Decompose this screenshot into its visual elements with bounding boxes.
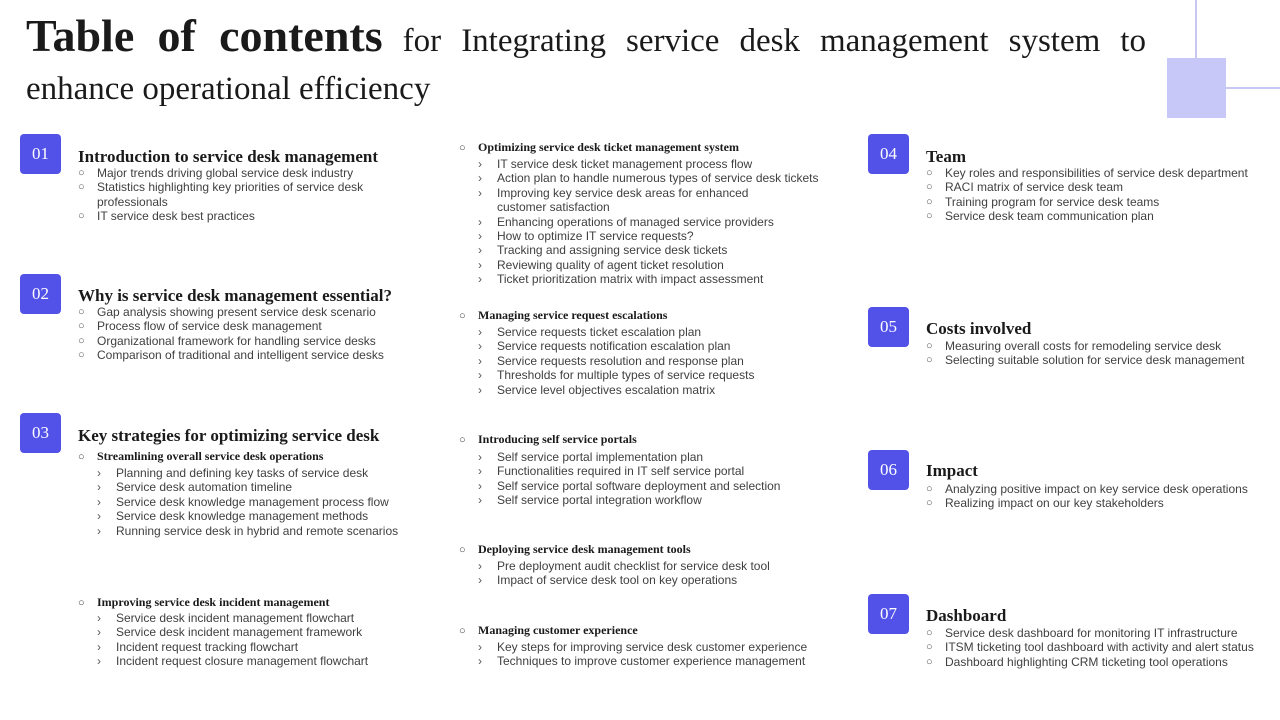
list-item[interactable]: › Pre deployment audit checklist for service desk tool	[478, 559, 770, 573]
arrow-bullet-icon: ›	[478, 353, 482, 368]
circle-bullet-icon: ○	[926, 210, 933, 223]
circle-bullet-icon: ○	[459, 434, 466, 446]
list-item[interactable]: › Service desk knowledge management methods	[97, 509, 369, 524]
arrow-bullet-icon: ›	[478, 339, 482, 354]
list-item[interactable]: › IT service desk ticket management process flow	[478, 157, 753, 171]
arrow-bullet-icon: ›	[478, 243, 482, 258]
circle-bullet-icon: ○	[78, 334, 85, 347]
list-item[interactable]: › Key steps for improving service desk customer experience	[478, 640, 808, 654]
list-item[interactable]: ○ Analyzing positive impact on key service desk operations	[926, 482, 1248, 496]
decor-square	[1167, 58, 1226, 118]
circle-bullet-icon: ○	[78, 597, 85, 609]
circle-bullet-icon: ○	[926, 354, 933, 367]
list-item[interactable]: › Service desk knowledge management process flow	[97, 494, 389, 509]
arrow-bullet-icon: ›	[478, 368, 482, 383]
list-item[interactable]: › Service requests resolution and response plan	[478, 353, 744, 368]
section-03-badge: 03	[20, 413, 61, 453]
list-item[interactable]: › Planning and defining key tasks of service desk	[97, 466, 369, 480]
section-05-list	[926, 339, 1271, 368]
arrow-bullet-icon: ›	[478, 573, 482, 588]
section-07-badge: 07	[868, 594, 909, 634]
arrow-bullet-icon: ›	[478, 214, 482, 229]
list-item[interactable]: › Action plan to handle numerous types of service desk tickets	[478, 171, 819, 186]
list-item[interactable]: ○ Key roles and responsibilities of service desk department	[926, 166, 1248, 180]
circle-bullet-icon: ○	[926, 181, 933, 194]
list-item[interactable]: ○ RACI matrix of service desk team	[926, 180, 1124, 195]
circle-bullet-icon: ○	[459, 625, 466, 637]
section-02-badge: 02	[20, 274, 61, 314]
arrow-bullet-icon: ›	[97, 466, 101, 480]
list-item[interactable]: › Running service desk in hybrid and remote scenarios	[97, 523, 399, 538]
list-item[interactable]: › Impact of service desk tool on key operations	[478, 573, 738, 588]
sub-heading-customer-experience[interactable]: ○ Managing customer experience	[459, 623, 638, 637]
circle-bullet-icon: ○	[926, 195, 933, 208]
arrow-bullet-icon: ›	[97, 639, 101, 654]
arrow-bullet-icon: ›	[478, 157, 482, 171]
list-item[interactable]: › Self service portal integration workflow	[478, 493, 702, 508]
circle-bullet-icon: ○	[78, 306, 85, 318]
list-item[interactable]: › Service desk automation timeline	[97, 480, 293, 495]
list-item[interactable]: ○ Organizational framework for handling service desks	[78, 333, 376, 348]
arrow-bullet-icon: ›	[97, 625, 101, 640]
list-item[interactable]: › Service requests ticket escalation plan	[478, 325, 702, 339]
list-item[interactable]: ○ Measuring overall costs for remodeling service desk	[926, 339, 1222, 353]
arrow-bullet-icon: ›	[478, 272, 482, 287]
sub-heading-tools[interactable]: ○ Deploying service desk management tools	[459, 542, 691, 556]
sub-heading-ticket[interactable]: ○ Optimizing service desk ticket management system	[459, 140, 739, 154]
list-item[interactable]: › Self service portal implementation plan	[478, 450, 704, 464]
list-item[interactable]: › Service requests notification escalation plan	[478, 339, 731, 354]
section-05-title[interactable]: Costs involved	[926, 319, 1032, 338]
circle-bullet-icon: ○	[78, 320, 85, 333]
arrow-bullet-icon: ›	[478, 654, 482, 669]
page-title-bold: Table of contents	[26, 10, 383, 61]
list-item[interactable]: › Functionalities required in IT self service portal	[478, 464, 745, 479]
list-item[interactable]: ○ Process flow of service desk management	[78, 319, 322, 334]
section-06-title[interactable]: Impact	[926, 461, 978, 480]
list-item[interactable]: › Service level objectives escalation matrix	[478, 382, 716, 397]
circle-bullet-icon: ○	[78, 451, 85, 463]
list-item[interactable]: ○ Major trends driving global service desk industry	[78, 166, 354, 180]
circle-bullet-icon: ○	[459, 544, 466, 556]
section-07-list	[926, 626, 1271, 669]
sub-heading-self-service[interactable]: ○ Introducing self service portals	[459, 432, 637, 446]
list-item[interactable]: ○ Service desk dashboard for monitoring IT infrastructure	[926, 626, 1238, 640]
section-07-title[interactable]: Dashboard	[926, 606, 1007, 625]
page-title	[26, 12, 1146, 113]
sub-list-streamlining	[97, 466, 437, 538]
sub-list-self-service	[478, 450, 838, 508]
arrow-bullet-icon: ›	[478, 382, 482, 397]
arrow-bullet-icon: ›	[478, 559, 482, 573]
arrow-bullet-icon: ›	[97, 654, 101, 669]
list-item[interactable]: › Ticket prioritization matrix with impact assessment	[478, 272, 764, 287]
list-item[interactable]: ○ IT service desk best practices	[78, 209, 255, 224]
circle-bullet-icon: ○	[78, 167, 85, 179]
arrow-bullet-icon: ›	[97, 523, 101, 538]
list-item[interactable]: › Tracking and assigning service desk tickets	[478, 243, 728, 258]
page-title-rest: for Integrating service desk management system to enhance operational efficiency	[26, 23, 1146, 107]
circle-bullet-icon: ○	[926, 497, 933, 510]
arrow-bullet-icon: ›	[478, 464, 482, 479]
sub-list-escalations	[478, 325, 838, 397]
section-01-badge: 01	[20, 134, 61, 174]
list-item[interactable]: › How to optimize IT service requests?	[478, 229, 694, 244]
arrow-bullet-icon: ›	[478, 478, 482, 493]
list-item[interactable]: › Improving key service desk areas for enhanced customer satisfaction	[478, 185, 749, 215]
section-04-title[interactable]: Team	[926, 147, 966, 166]
arrow-bullet-icon: ›	[478, 185, 482, 200]
sub-heading-escalations[interactable]: ○ Managing service request escalations	[459, 308, 668, 322]
list-item[interactable]: ○ Training program for service desk teams	[926, 194, 1160, 209]
sub-list-customer-experience	[478, 640, 848, 669]
circle-bullet-icon: ○	[78, 349, 85, 362]
list-item[interactable]: ○ Statistics highlighting key priorities of service desk professionals	[78, 180, 364, 209]
circle-bullet-icon: ○	[459, 310, 466, 322]
list-item[interactable]: › Self service portal software deployment and selection	[478, 478, 781, 493]
list-item[interactable]: › Incident request closure management flowchart	[97, 654, 369, 669]
circle-bullet-icon: ○	[78, 210, 85, 223]
section-06-badge: 06	[868, 450, 909, 490]
list-item[interactable]: ○ Service desk team communication plan	[926, 209, 1154, 224]
sub-list-tools	[478, 559, 838, 588]
arrow-bullet-icon: ›	[478, 171, 482, 186]
arrow-bullet-icon: ›	[478, 325, 482, 339]
circle-bullet-icon: ○	[78, 181, 85, 194]
list-item[interactable]: › Thresholds for multiple types of service requests	[478, 368, 755, 383]
section-05-badge: 05	[868, 307, 909, 347]
section-04-list	[926, 166, 1271, 224]
circle-bullet-icon: ○	[926, 655, 933, 668]
circle-bullet-icon: ○	[459, 142, 466, 154]
circle-bullet-icon: ○	[926, 641, 933, 654]
circle-bullet-icon: ○	[926, 627, 933, 639]
sub-list-ticket	[478, 157, 838, 287]
list-item[interactable]: › Service desk incident management framework	[97, 625, 363, 640]
list-item[interactable]: ○ Realizing impact on our key stakeholders	[926, 496, 1164, 511]
circle-bullet-icon: ○	[926, 340, 933, 352]
section-01-title[interactable]: Introduction to service desk management	[78, 147, 378, 166]
arrow-bullet-icon: ›	[478, 640, 482, 654]
arrow-bullet-icon: ›	[97, 611, 101, 625]
list-item[interactable]: ○ Selecting suitable solution for service desk management	[926, 353, 1245, 368]
sub-list-incident	[97, 611, 437, 669]
arrow-bullet-icon: ›	[478, 229, 482, 244]
section-04-badge: 04	[868, 134, 909, 174]
circle-bullet-icon: ○	[926, 167, 933, 179]
list-item[interactable]: › Techniques to improve customer experience management	[478, 654, 806, 669]
section-03-title[interactable]: Key strategies for optimizing service desk	[78, 426, 380, 445]
arrow-bullet-icon: ›	[478, 257, 482, 272]
list-item[interactable]: ○ Gap analysis showing present service desk scenario	[78, 305, 376, 319]
arrow-bullet-icon: ›	[478, 450, 482, 464]
decor-horizontal-line	[1226, 87, 1280, 89]
sub-heading-streamlining[interactable]: ○ Streamlining overall service desk operations	[78, 449, 324, 463]
circle-bullet-icon: ○	[926, 483, 933, 495]
section-01-list	[78, 166, 368, 224]
list-item[interactable]: › Incident request tracking flowchart	[97, 639, 299, 654]
section-02-title[interactable]: Why is service desk management essential?	[78, 286, 393, 305]
list-item[interactable]: › Reviewing quality of agent ticket resolution	[478, 257, 724, 272]
section-02-list	[78, 305, 408, 363]
sub-heading-incident[interactable]: ○ Improving service desk incident management	[78, 595, 330, 609]
list-item[interactable]: ○ ITSM ticketing tool dashboard with activity and alert status	[926, 640, 1254, 655]
list-item[interactable]: › Enhancing operations of managed service providers	[478, 214, 774, 229]
section-06-list	[926, 482, 1271, 511]
arrow-bullet-icon: ›	[97, 509, 101, 524]
list-item[interactable]: ○ Comparison of traditional and intelligent service desks	[78, 348, 384, 363]
arrow-bullet-icon: ›	[478, 493, 482, 508]
list-item[interactable]: ○ Dashboard highlighting CRM ticketing tool operations	[926, 654, 1228, 669]
arrow-bullet-icon: ›	[97, 494, 101, 509]
arrow-bullet-icon: ›	[97, 480, 101, 495]
decor-vertical-line	[1195, 0, 1197, 58]
list-item[interactable]: › Service desk incident management flowchart	[97, 611, 355, 625]
